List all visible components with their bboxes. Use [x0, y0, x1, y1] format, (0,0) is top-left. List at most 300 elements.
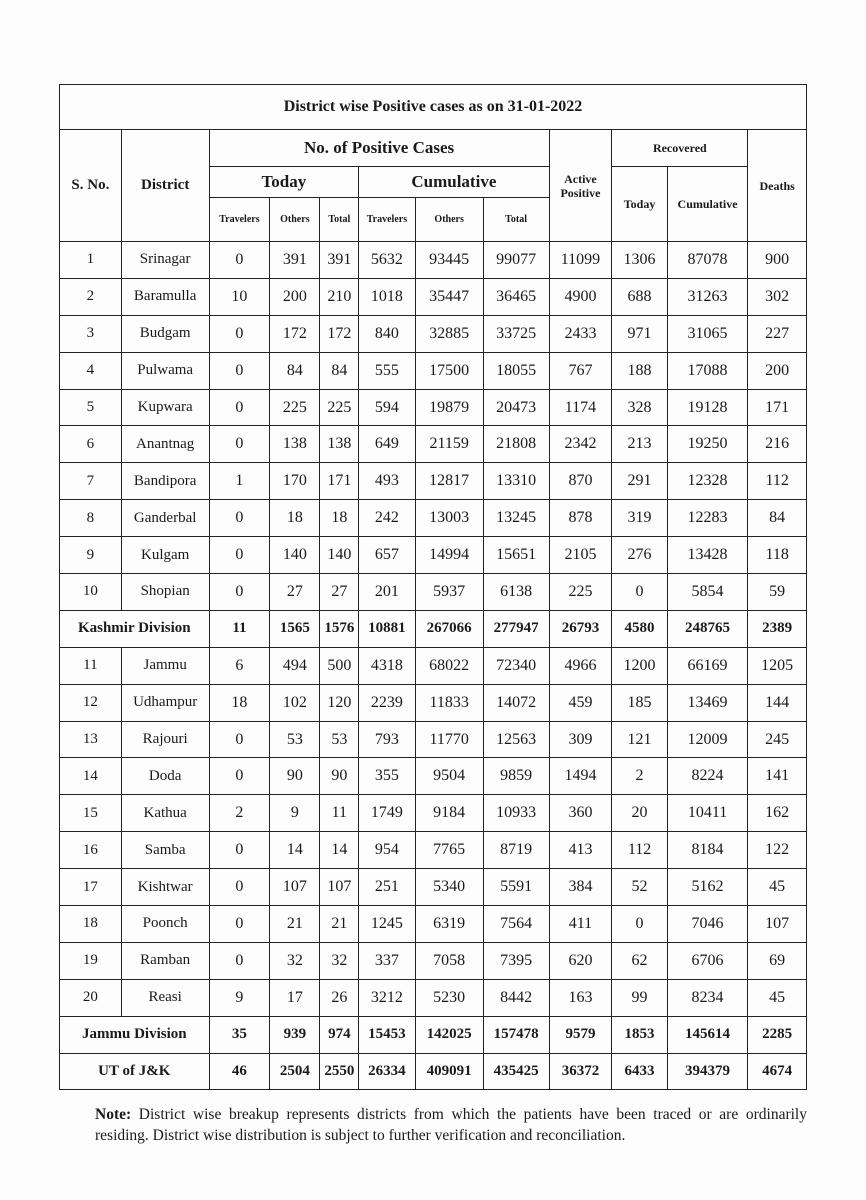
cell-district: Rajouri: [121, 721, 209, 758]
cell-recovered-today: 52: [612, 869, 667, 906]
cell-today-travelers: 0: [209, 721, 270, 758]
table-row: [60, 869, 807, 906]
cell-deaths: 59: [748, 574, 807, 611]
cell-today-travelers: 2: [209, 795, 270, 832]
cell-active-positive: 878: [549, 500, 612, 537]
cell-district: Doda: [121, 758, 209, 795]
cell-today-others: 21: [270, 906, 320, 943]
cell-cum-others: 11770: [415, 721, 483, 758]
cell-deaths: 162: [748, 795, 807, 832]
cell-cum-total: 8719: [483, 832, 549, 869]
cell-today-others: 170: [270, 463, 320, 500]
cell-sno: 11: [60, 647, 122, 684]
cell-recovered-cumulative: 6706: [667, 942, 748, 979]
cell-active-positive: 9579: [549, 1016, 612, 1053]
cell-recovered-cumulative: 87078: [667, 242, 748, 279]
cell-today-total: 26: [320, 979, 359, 1016]
cell-recovered-today: 328: [612, 389, 667, 426]
cell-deaths: 69: [748, 942, 807, 979]
cell-sno: 19: [60, 942, 122, 979]
cell-today-total: 172: [320, 315, 359, 352]
cell-cum-others: 14994: [415, 537, 483, 574]
cell-cum-total: 18055: [483, 352, 549, 389]
cell-cum-others: 13003: [415, 500, 483, 537]
cell-today-total: 210: [320, 278, 359, 315]
cell-today-others: 140: [270, 537, 320, 574]
cell-sno: 1: [60, 242, 122, 279]
cell-today-travelers: 1: [209, 463, 270, 500]
cell-deaths: 45: [748, 979, 807, 1016]
table-row: [60, 278, 807, 315]
cell-today-others: 90: [270, 758, 320, 795]
cell-today-travelers: 0: [209, 315, 270, 352]
header-today-others: Others: [270, 198, 320, 242]
cell-today-total: 138: [320, 426, 359, 463]
cell-recovered-cumulative: 7046: [667, 906, 748, 943]
cell-recovered-cumulative: 5162: [667, 869, 748, 906]
cell-recovered-today: 185: [612, 684, 667, 721]
cell-cum-others: 9504: [415, 758, 483, 795]
cell-active-positive: 767: [549, 352, 612, 389]
cell-deaths: 107: [748, 906, 807, 943]
cell-recovered-today: 0: [612, 906, 667, 943]
cell-recovered-today: 1306: [612, 242, 667, 279]
cell-cum-others: 5937: [415, 574, 483, 611]
cell-recovered-cumulative: 8184: [667, 832, 748, 869]
cell-deaths: 112: [748, 463, 807, 500]
cell-sno: 15: [60, 795, 122, 832]
cell-active-positive: 26793: [549, 610, 612, 647]
cell-today-total: 21: [320, 906, 359, 943]
cell-cum-travelers: 793: [359, 721, 415, 758]
cell-deaths: 2389: [748, 610, 807, 647]
table-row: [60, 684, 807, 721]
cell-recovered-cumulative: 17088: [667, 352, 748, 389]
cell-today-total: 27: [320, 574, 359, 611]
cell-cum-travelers: 493: [359, 463, 415, 500]
cell-recovered-cumulative: 12009: [667, 721, 748, 758]
cell-active-positive: 2433: [549, 315, 612, 352]
cell-recovered-cumulative: 145614: [667, 1016, 748, 1053]
cell-recovered-today: 20: [612, 795, 667, 832]
cell-cum-total: 7564: [483, 906, 549, 943]
cell-recovered-cumulative: 31263: [667, 278, 748, 315]
district-cases-table: [59, 84, 807, 1090]
header-sno: S. No.: [60, 130, 122, 242]
header-cum-total: Total: [483, 198, 549, 242]
cell-deaths: 84: [748, 500, 807, 537]
cell-today-total: 84: [320, 352, 359, 389]
cell-today-travelers: 9: [209, 979, 270, 1016]
cell-active-positive: 309: [549, 721, 612, 758]
cell-district: Ganderbal: [121, 500, 209, 537]
cell-today-total: 974: [320, 1016, 359, 1053]
cell-cum-others: 9184: [415, 795, 483, 832]
cell-today-total: 2550: [320, 1053, 359, 1090]
cell-district: Kulgam: [121, 537, 209, 574]
cell-today-travelers: 0: [209, 389, 270, 426]
cell-today-travelers: 18: [209, 684, 270, 721]
cell-sno: 8: [60, 500, 122, 537]
cell-recovered-today: 688: [612, 278, 667, 315]
cell-cum-total: 8442: [483, 979, 549, 1016]
cell-active-positive: 4900: [549, 278, 612, 315]
header-recovered-today: Today: [612, 167, 667, 242]
cell-today-travelers: 0: [209, 537, 270, 574]
cell-active-positive: 1174: [549, 389, 612, 426]
cell-cum-travelers: 242: [359, 500, 415, 537]
cell-today-others: 9: [270, 795, 320, 832]
cell-cum-total: 13310: [483, 463, 549, 500]
cell-cum-others: 32885: [415, 315, 483, 352]
cell-deaths: 302: [748, 278, 807, 315]
cell-active-positive: 163: [549, 979, 612, 1016]
cell-recovered-today: 4580: [612, 610, 667, 647]
cell-recovered-cumulative: 248765: [667, 610, 748, 647]
cell-cum-total: 6138: [483, 574, 549, 611]
cell-deaths: 216: [748, 426, 807, 463]
header-cumulative: Cumulative: [359, 167, 549, 198]
cell-cum-travelers: 1245: [359, 906, 415, 943]
cell-today-total: 500: [320, 647, 359, 684]
cell-deaths: 144: [748, 684, 807, 721]
cell-recovered-today: 188: [612, 352, 667, 389]
cell-district: Budgam: [121, 315, 209, 352]
cell-sno: 17: [60, 869, 122, 906]
cell-today-total: 11: [320, 795, 359, 832]
cell-cum-total: 33725: [483, 315, 549, 352]
cell-today-others: 18: [270, 500, 320, 537]
jammu-division-total-row: [60, 1016, 807, 1053]
cell-today-others: 17: [270, 979, 320, 1016]
cell-today-travelers: 0: [209, 942, 270, 979]
kashmir-division-total-row: [60, 610, 807, 647]
cell-district: Reasi: [121, 979, 209, 1016]
cell-today-others: 32: [270, 942, 320, 979]
cell-today-travelers: 0: [209, 832, 270, 869]
cell-recovered-today: 319: [612, 500, 667, 537]
cell-cum-total: 9859: [483, 758, 549, 795]
cell-cum-total: 10933: [483, 795, 549, 832]
cell-deaths: 2285: [748, 1016, 807, 1053]
cell-sno: 3: [60, 315, 122, 352]
cell-district: Samba: [121, 832, 209, 869]
table-row: [60, 315, 807, 352]
cell-today-others: 14: [270, 832, 320, 869]
cell-today-total: 120: [320, 684, 359, 721]
cell-recovered-today: 6433: [612, 1053, 667, 1090]
cell-recovered-today: 2: [612, 758, 667, 795]
cell-sno: 7: [60, 463, 122, 500]
cell-deaths: 118: [748, 537, 807, 574]
cell-cum-others: 6319: [415, 906, 483, 943]
cell-cum-others: 17500: [415, 352, 483, 389]
cell-recovered-cumulative: 66169: [667, 647, 748, 684]
cell-cum-total: 435425: [483, 1053, 549, 1090]
ut-total-row: [60, 1053, 807, 1090]
cell-recovered-today: 1200: [612, 647, 667, 684]
table-row: [60, 832, 807, 869]
table-row: [60, 242, 807, 279]
cell-today-total: 1576: [320, 610, 359, 647]
cell-sno: 2: [60, 278, 122, 315]
cell-today-total: 225: [320, 389, 359, 426]
cell-today-others: 84: [270, 352, 320, 389]
cell-cum-others: 5230: [415, 979, 483, 1016]
cell-today-travelers: 11: [209, 610, 270, 647]
cell-cum-travelers: 10881: [359, 610, 415, 647]
cell-today-travelers: 35: [209, 1016, 270, 1053]
cell-today-others: 107: [270, 869, 320, 906]
cell-cum-total: 36465: [483, 278, 549, 315]
cell-cum-travelers: 649: [359, 426, 415, 463]
cell-cum-travelers: 657: [359, 537, 415, 574]
cell-cum-total: 5591: [483, 869, 549, 906]
cell-district: Kathua: [121, 795, 209, 832]
table-row: [60, 795, 807, 832]
header-district: District: [121, 130, 209, 242]
cell-active-positive: 411: [549, 906, 612, 943]
note-text: District wise breakup represents districts from which the patients have been traced or are ordinarily residing. District wise distribution is subject to further verification and reconciliation.: [95, 1106, 807, 1144]
cell-recovered-today: 121: [612, 721, 667, 758]
cell-recovered-today: 62: [612, 942, 667, 979]
cell-cum-travelers: 555: [359, 352, 415, 389]
table-row: [60, 352, 807, 389]
cell-recovered-cumulative: 12328: [667, 463, 748, 500]
cell-cum-others: 68022: [415, 647, 483, 684]
cell-cum-travelers: 3212: [359, 979, 415, 1016]
cell-deaths: 141: [748, 758, 807, 795]
cell-active-positive: 459: [549, 684, 612, 721]
cell-recovered-cumulative: 13469: [667, 684, 748, 721]
cell-active-positive: 620: [549, 942, 612, 979]
cell-recovered-cumulative: 5854: [667, 574, 748, 611]
table-row: [60, 647, 807, 684]
cell-sno: 18: [60, 906, 122, 943]
cell-recovered-today: 213: [612, 426, 667, 463]
header-deaths: Deaths: [748, 130, 807, 242]
cell-today-travelers: 0: [209, 906, 270, 943]
cell-cum-travelers: 337: [359, 942, 415, 979]
cell-recovered-cumulative: 31065: [667, 315, 748, 352]
cell-today-others: 225: [270, 389, 320, 426]
cell-recovered-today: 971: [612, 315, 667, 352]
cell-district: Pulwama: [121, 352, 209, 389]
cell-recovered-today: 291: [612, 463, 667, 500]
cell-deaths: 4674: [748, 1053, 807, 1090]
cell-cum-travelers: 15453: [359, 1016, 415, 1053]
cell-today-others: 172: [270, 315, 320, 352]
table-row: [60, 942, 807, 979]
cell-district: Jammu: [121, 647, 209, 684]
cell-cum-total: 72340: [483, 647, 549, 684]
cell-division-name: UT of J&K: [60, 1053, 210, 1090]
cell-cum-total: 15651: [483, 537, 549, 574]
cell-recovered-cumulative: 394379: [667, 1053, 748, 1090]
cell-division-name: Kashmir Division: [60, 610, 210, 647]
cell-cum-others: 267066: [415, 610, 483, 647]
cell-cum-others: 409091: [415, 1053, 483, 1090]
cell-deaths: 45: [748, 869, 807, 906]
cell-deaths: 900: [748, 242, 807, 279]
cell-today-total: 53: [320, 721, 359, 758]
table-row: [60, 758, 807, 795]
cell-today-others: 27: [270, 574, 320, 611]
cell-cum-total: 13245: [483, 500, 549, 537]
cell-district: Shopian: [121, 574, 209, 611]
table-row: [60, 537, 807, 574]
cell-sno: 20: [60, 979, 122, 1016]
cell-active-positive: 384: [549, 869, 612, 906]
cell-active-positive: 1494: [549, 758, 612, 795]
cell-cum-others: 11833: [415, 684, 483, 721]
cell-active-positive: 36372: [549, 1053, 612, 1090]
cell-today-total: 171: [320, 463, 359, 500]
cell-recovered-today: 276: [612, 537, 667, 574]
cell-active-positive: 413: [549, 832, 612, 869]
header-today: Today: [209, 167, 359, 198]
cell-deaths: 1205: [748, 647, 807, 684]
cell-active-positive: 2342: [549, 426, 612, 463]
cell-cum-total: 12563: [483, 721, 549, 758]
cell-sno: 6: [60, 426, 122, 463]
cell-sno: 10: [60, 574, 122, 611]
cell-recovered-cumulative: 8224: [667, 758, 748, 795]
cell-recovered-cumulative: 12283: [667, 500, 748, 537]
cell-active-positive: 870: [549, 463, 612, 500]
cell-active-positive: 225: [549, 574, 612, 611]
cell-district: Srinagar: [121, 242, 209, 279]
cell-cum-total: 21808: [483, 426, 549, 463]
cell-cum-travelers: 355: [359, 758, 415, 795]
cell-today-others: 391: [270, 242, 320, 279]
cell-cum-others: 7765: [415, 832, 483, 869]
table-title: District wise Positive cases as on 31-01-2022: [60, 85, 807, 130]
table-row: [60, 721, 807, 758]
cell-deaths: 122: [748, 832, 807, 869]
cell-today-travelers: 0: [209, 352, 270, 389]
cell-deaths: 227: [748, 315, 807, 352]
cell-recovered-cumulative: 8234: [667, 979, 748, 1016]
cell-sno: 13: [60, 721, 122, 758]
table-row: [60, 979, 807, 1016]
cell-cum-travelers: 201: [359, 574, 415, 611]
cell-today-travelers: 0: [209, 758, 270, 795]
cell-sno: 12: [60, 684, 122, 721]
cell-sno: 16: [60, 832, 122, 869]
cell-cum-travelers: 1018: [359, 278, 415, 315]
cell-cum-total: 7395: [483, 942, 549, 979]
cell-cum-others: 21159: [415, 426, 483, 463]
table-row: [60, 463, 807, 500]
cell-today-others: 1565: [270, 610, 320, 647]
cell-district: Ramban: [121, 942, 209, 979]
cell-sno: 9: [60, 537, 122, 574]
cell-cum-travelers: 4318: [359, 647, 415, 684]
cell-today-travelers: 0: [209, 426, 270, 463]
cell-sno: 14: [60, 758, 122, 795]
cell-cum-travelers: 840: [359, 315, 415, 352]
cell-today-others: 138: [270, 426, 320, 463]
cell-cum-others: 93445: [415, 242, 483, 279]
cell-division-name: Jammu Division: [60, 1016, 210, 1053]
cell-today-travelers: 0: [209, 574, 270, 611]
cell-district: Anantnag: [121, 426, 209, 463]
cell-district: Udhampur: [121, 684, 209, 721]
cell-recovered-cumulative: 19250: [667, 426, 748, 463]
cell-today-travelers: 0: [209, 869, 270, 906]
cell-today-total: 14: [320, 832, 359, 869]
cell-today-others: 53: [270, 721, 320, 758]
cell-today-others: 2504: [270, 1053, 320, 1090]
cell-cum-total: 277947: [483, 610, 549, 647]
cell-today-others: 102: [270, 684, 320, 721]
cell-deaths: 245: [748, 721, 807, 758]
cell-cum-travelers: 26334: [359, 1053, 415, 1090]
cell-sno: 4: [60, 352, 122, 389]
header-positive-cases: No. of Positive Cases: [209, 130, 549, 167]
cell-recovered-cumulative: 10411: [667, 795, 748, 832]
cell-sno: 5: [60, 389, 122, 426]
cell-recovered-today: 112: [612, 832, 667, 869]
cell-cum-others: 7058: [415, 942, 483, 979]
table-row: [60, 389, 807, 426]
header-cum-others: Others: [415, 198, 483, 242]
cell-cum-travelers: 251: [359, 869, 415, 906]
cell-cum-travelers: 5632: [359, 242, 415, 279]
cell-cum-travelers: 594: [359, 389, 415, 426]
cell-today-travelers: 6: [209, 647, 270, 684]
table-row: [60, 426, 807, 463]
cell-cum-total: 157478: [483, 1016, 549, 1053]
cell-active-positive: 11099: [549, 242, 612, 279]
header-today-travelers: Travelers: [209, 198, 270, 242]
cell-cum-total: 14072: [483, 684, 549, 721]
cell-active-positive: 360: [549, 795, 612, 832]
cell-today-total: 391: [320, 242, 359, 279]
cell-today-others: 939: [270, 1016, 320, 1053]
cell-today-others: 494: [270, 647, 320, 684]
cell-cum-total: 20473: [483, 389, 549, 426]
cell-cum-travelers: 2239: [359, 684, 415, 721]
cell-district: Baramulla: [121, 278, 209, 315]
cell-today-total: 140: [320, 537, 359, 574]
cell-active-positive: 4966: [549, 647, 612, 684]
header-active-positive: Active Positive: [549, 130, 612, 242]
cell-deaths: 171: [748, 389, 807, 426]
cell-today-total: 90: [320, 758, 359, 795]
header-today-total: Total: [320, 198, 359, 242]
header-recovered-cumulative: Cumulative: [667, 167, 748, 242]
cell-today-total: 32: [320, 942, 359, 979]
cell-today-others: 200: [270, 278, 320, 315]
cell-today-total: 18: [320, 500, 359, 537]
header-cum-travelers: Travelers: [359, 198, 415, 242]
table-row: [60, 906, 807, 943]
cell-recovered-cumulative: 13428: [667, 537, 748, 574]
cell-recovered-cumulative: 19128: [667, 389, 748, 426]
header-recovered: Recovered: [612, 130, 748, 167]
cell-cum-others: 35447: [415, 278, 483, 315]
cell-active-positive: 2105: [549, 537, 612, 574]
cell-today-total: 107: [320, 869, 359, 906]
cell-today-travelers: 0: [209, 242, 270, 279]
cell-district: Kupwara: [121, 389, 209, 426]
cell-cum-others: 12817: [415, 463, 483, 500]
cell-cum-others: 5340: [415, 869, 483, 906]
cell-deaths: 200: [748, 352, 807, 389]
cell-district: Poonch: [121, 906, 209, 943]
